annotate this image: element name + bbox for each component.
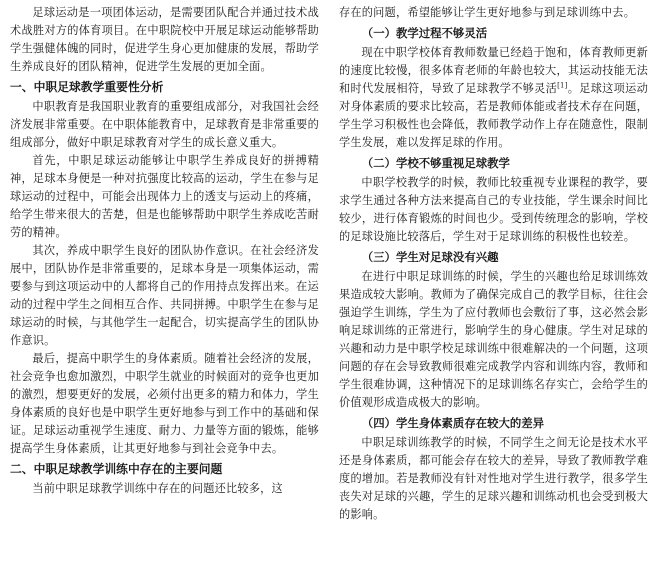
paragraph: 存在的问题，希望能够让学生更好地参与到足球训练中去。 [339,6,636,19]
subsection-heading: （四）学生身体素质存在较大的差异 [361,416,545,430]
paragraph [339,44,648,152]
paragraph: 中职学校教学的时候，教师比较重视专业课程的教学，要求学生通过各种方法来提高自己的专业技能，学生课余时间比较少，进行体育锻炼的时间也少。受到传统理念的影响，学校的足球设施比较落后，学生对于足球训练的积极性也较差。 [339,176,648,243]
paragraph: 在进行中职足球训练的时候，学生的兴趣也给足球训练效果造成较大影响。教师为了确保完成自己的教学目标，往往会强迫学生训练，学生为了应付教师也会敷衍了事，这必然会影响足球训练的正常进行，影响学生的身心健康。学生对足球的兴趣和动力是中职学校足球训练中很难解决的一个问题，这项问题的存在会导致教师很难完成教学内容和训练内容，教师和学生很难协调，这种情况下的足球训练名存实亡，会给学生的价值观形成造成极大的影响。 [339,270,648,409]
citation-ref: [1] [557,81,568,90]
subsection-heading: （二）学校不够重视足球教学 [361,156,510,170]
right-column [339,4,648,566]
paragraph: 最后，提高中职学生的身体素质。随着社会经济的发展，社会竞争也愈加激烈，中职学生就业的时候面对的竞争也更加的激烈，想要更好的发展，必须付出更多的精力和体力，学生身体素质的良好也是中职学生更好地参与到工作中的基础和保证。足球运动重视学生速度、耐力、力量等方面的锻炼，能够提高学生身体素质，让其更好地参与到社会竞争中去。 [10,352,319,455]
paragraph: 首先，中职足球运动能够让中职学生养成良好的拼搏精神，足球本身便是一种对抗强度比较高的运动，学生在参与足球运动的过程中，可能会出现体力上的透支与运动上的疼痛，给学生带来很大的苦楚，但是也能够帮助中职学生养成吃苦耐劳的精神。 [10,154,319,239]
paragraph: 中职足球训练教学的时候，不同学生之间无论是技术水平还是身体素质，都可能会存在较大的差异，导致了教师教学难度的增加。若是教师没有针对性地对学生进行教学，很多学生丧失对足球的兴趣，学生的足球兴趣和训练动机也会受到极大的影响。 [339,436,648,521]
paragraph: 当前中职足球教学训练中存在的问题还比较多，这 [32,482,283,495]
paragraph-text: 。足球这项运动对身体素质的要求比较高，若是教师体能或者技术存在问题，学生学习积极性也会降低，教师教学动作上存在随意性，限制学生发展，难以发挥足球的作用。 [339,82,648,149]
left-column [10,4,319,566]
section-heading: 二、中职足球教学训练中存在的主要问题 [10,462,223,476]
paragraph: 中职教育是我国职业教育的重要组成部分，对我国社会经济发展非常重要。在中职体能教育中，足球教育是非常重要的组成部分，做好中职足球教育对学生的成长意义重大。 [10,100,319,149]
section-heading: 一、中职足球教学重要性分析 [10,80,164,94]
subsection-heading: （一）教学过程不够灵活 [361,26,488,40]
paragraph: 足球运动是一项团体运动，是需要团队配合并通过技术战术战胜对方的体育项目。在中职院校中开展足球运动能够帮助学生强健体魄的同时，促进学生身心更加健康的发展，帮助学生养成良好的团队精神，促进学生发展的更加全面。 [10,6,319,73]
paragraph: 其次，养成中职学生良好的团队协作意识。在社会经济发展中，团队协作是非常重要的，足球本身是一项集体运动，需要参与到这项运动中的人都将自己的作用持点发挥出来。在运动的过程中学生之间相互合作、共同拼搏。中职学生在参与足球运动的时候，与其他学生一起配合，切实提高学生的团队协作意识。 [10,244,319,347]
subsection-heading: （三）学生对足球没有兴趣 [361,250,499,264]
paragraph-text: 现在中职学校体育教师数量已经趋于饱和，体育教师更新的速度比较慢，很多体育老师的年龄也较大，其运动技能无法和时代发展相符，导致了足球教学不够灵活 [339,46,648,95]
